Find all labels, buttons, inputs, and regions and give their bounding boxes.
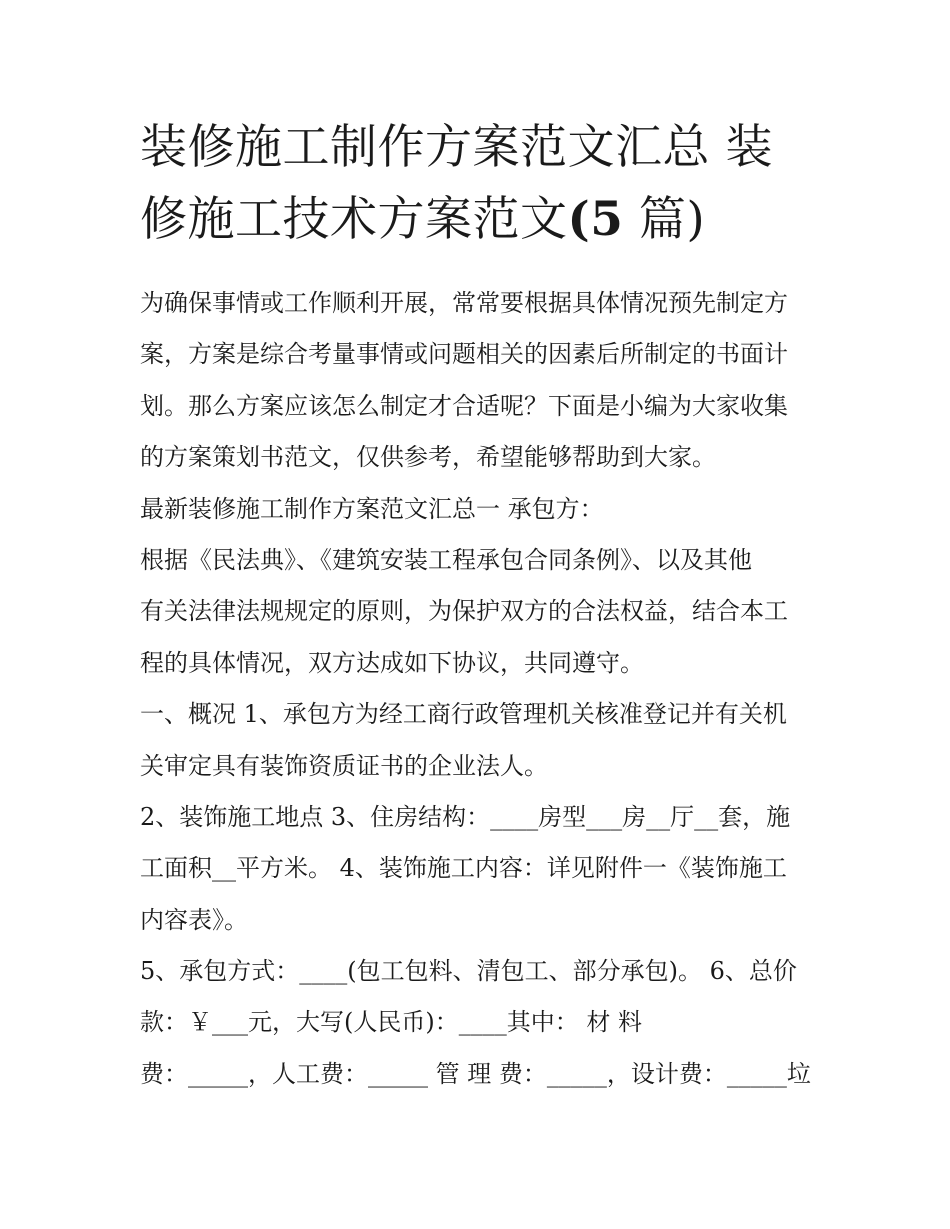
body-line: 费：_____，人工费：_____ 管 理 费：_____，设计费：_____垃 xyxy=(140,1059,811,1088)
document-body xyxy=(140,278,820,1100)
body-line: 案，方案是综合考量事情或问题相关的因素后所制定的书面计 xyxy=(140,340,788,369)
body-line: 划。那么方案应该怎么制定才合适呢？下面是小编为大家收集 xyxy=(140,391,788,420)
body-line: 关审定具有装饰资质证书的企业法人。 xyxy=(140,751,548,780)
body-line: 2、装饰施工地点 3、住房结构：____房型___房__厅__套，施 xyxy=(140,802,791,831)
body-line: 程的具体情况，双方达成如下协议，共同遵守。 xyxy=(140,648,644,677)
body-line: 工面积__平方米。 4、装饰施工内容：详见附件一《装饰施工 xyxy=(140,854,787,883)
body-line: 款：￥___元，大写(人民币)：____其中： 材 料 xyxy=(140,1008,642,1037)
body-line: 为确保事情或工作顺利开展，常常要根据具体情况预先制定方 xyxy=(140,289,788,317)
title-line-2-suffix: 篇) xyxy=(623,192,706,247)
document-title xyxy=(140,112,820,256)
body-line: 有关法律法规规定的原则，为保护双方的合法权益，结合本工 xyxy=(140,597,788,626)
body-line: 内容表》。 xyxy=(140,905,248,934)
title-line-2-text: 修施工技术方案范文 xyxy=(140,192,568,247)
section-heading-line: 最新装修施工制作方案范文汇总一 承包方： xyxy=(140,494,604,523)
body-line: 5、承包方式：____(包工包料、清包工、部分承包)。 6、总价 xyxy=(140,957,797,986)
title-line-1: 装修施工制作方案范文汇总 装 xyxy=(140,120,773,175)
title-line-2-count: (5 xyxy=(567,192,624,247)
body-line: 根据《民法典》、《建筑安装工程承包合同条例》、以及其他 xyxy=(140,545,752,574)
body-line: 一、概况 1、承包方为经工商行政管理机关核准登记并有关机 xyxy=(140,700,787,729)
body-line: 的方案策划书范文，仅供参考，希望能够帮助到大家。 xyxy=(140,443,716,472)
